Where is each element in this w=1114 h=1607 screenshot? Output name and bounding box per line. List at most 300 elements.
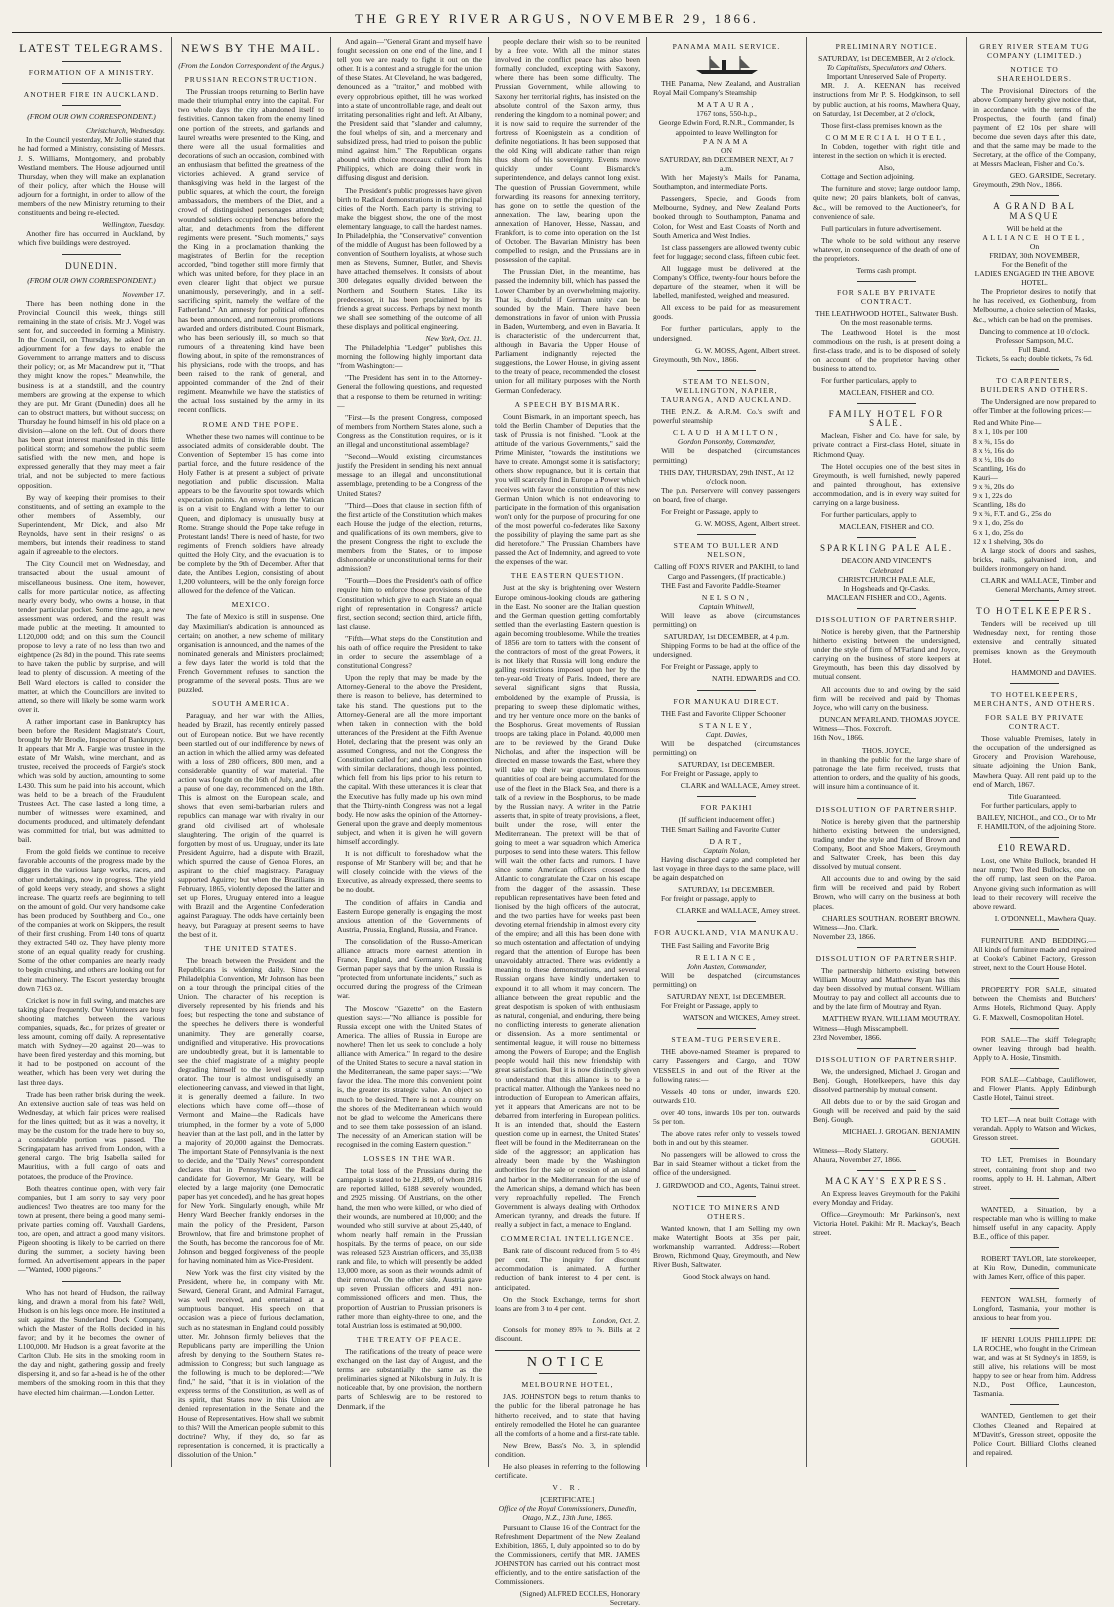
price-item: Kauri— — [973, 472, 998, 482]
ship-commander: Captain Nolan, — [703, 845, 750, 855]
ad-title: PANAMA MAIL SERVICE. — [672, 42, 781, 51]
ad-text: For Freight or Passage, apply to — [661, 507, 759, 517]
ad-date: SATURDAY, 1st DECEMBER, At 2 o'clock. — [818, 54, 955, 64]
ad-text: For Freight or Passage, apply to — [661, 1001, 759, 1011]
subheading: ROME AND THE POPE. — [202, 419, 300, 429]
heading-dunedin: DUNEDIN. — [65, 260, 118, 271]
divider — [857, 403, 916, 404]
subheading: PRUSSIAN RECONSTRUCTION. — [184, 75, 318, 85]
ad-text: All excess to be paid for as measurement goods. — [653, 303, 800, 322]
ad-pakihi — [653, 803, 800, 915]
ad-text: The Hotel occupies one of the best sites in Greymouth, is well furnished, newly papered and painted throughout, has extensive accommodation, and is in every way suited for carrying on a large business. — [813, 461, 960, 508]
ad-text: THE Fast and Favorite Clipper Schooner — [661, 708, 786, 718]
ad-text: In Cobden, together with right title and interest in the section on which it is erected. — [813, 141, 960, 161]
article-paragraph: Trade has been rather brisk during the week. An extensive auction sale of teas was held on Wednesday, at which fair prices were realised for the lines quitted; but as it was a novelty, it may be the custom for the trade here to buy so, a considerable portion was passed. The Scringapatam has arrived from London, with a general cargo. The brig Isabella sailed for Mauritius, with a full cargo of oats and potatoes, the produce of the Province. — [18, 1089, 165, 1181]
ad-subtitle: Calling off FOX'S RIVER and PAKIHI, to land Cargo and Passengers, (If practicable.) — [654, 562, 799, 581]
classified-ad: IF HENRI LOUIS PHILLIPPE DE LA ROCHE, who fought in the Crimean war, and was at St Sydney's in 1859, is still alive, his relations will be most happy to see or hear from him. Address N.D., Post Office, Launceston, Tasmania. — [973, 1334, 1096, 1399]
ad-text: The Provisional Directors of the above Company hereby give notice that, in accordance with the terms of the Prospectus, the fourth (and final) payment of £2 10s per share will become due seven days after this date, and that the same may be made to the Secretary, at the office of the Company, at Messrs Maclean, Fisher and Co.'s. — [973, 86, 1096, 169]
article-paragraph: From the gold fields we continue to receive favorable accounts of the progress made by the diggers in the various large works, races, and other undertakings, now in progress. The yield of gold keeps very steady, and shows a slight increase. The quartz reefs are beginning to tell on the amount of gold. Our very handsome cake has been produced by Southberg and Co., one of the companies at work on Skippers, the result of their first crushing. From 140 tons of quartz they extracted 540 oz. They have plenty more stone of an equal quality ready for crushing. Some of the other companies are nearly ready to begin crushing, and others are looking out for their machinery. The Escort yesterday brought down 7163 oz. — [18, 847, 165, 993]
source-note: (From the London Correspondent of the Argus.) — [178, 61, 324, 70]
ad-mackays-express — [813, 1177, 960, 1238]
royal-cipher: V. R. — [552, 1483, 583, 1493]
ad-witness: Witness—Hugh Misscampbell. — [813, 1023, 909, 1033]
ad-text: Will be despatched (circumstances permitting) — [653, 446, 800, 465]
correspondent-note: (FROM OUR OWN CORRESPONDENT.) — [27, 112, 156, 122]
notice-title: NOTICE — [526, 1355, 609, 1371]
ad-text: For the Benefit of the — [1001, 259, 1068, 269]
ad-text: Lost, one White Bullock, branded H near rump; Two Red Bullocks, one on the off rump, last seen on the Paroa. Anyone giving such information as will lead to their recovery will receive the above reward. — [973, 856, 1096, 911]
article-paragraph: It is not difficult to foreshadow what the response of Mr Stanbery will be; and that he will closely coincide with the views of the Executive, as already expressed, there seems to be no doubt. — [337, 849, 482, 895]
classified-ad: PROPERTY FOR SALE, situated between the Chemists and Butchers' Arms Hotels, Richmond Quay. Apply G. F. Maxwell, Cosmopolitan Hotel. — [973, 985, 1096, 1022]
ship-name: MATAURA, — [697, 100, 756, 110]
sailing-date: SATURDAY NEXT, 1st DECEMBER. — [667, 991, 786, 1001]
article-paragraph: A rather important case in Bankruptcy has been before the Resident Magistrate's Court, brought by Mr Brodie, Inspector of Bankruptcy. It appears that Mr A. Fargie was trustee in the estate of Mr Walsh, wine merchant, and as trustee, received the proceeds of Fargie's stock which was sold by auction, amounting to some L430. This sum he paid into his account, which was held to be a breach of the Fraudulent Trustees Act. The case lasted a long time, a number of witnesses were examined, and documents produced, and ultimately defendant was committed for trial, but was admitted to bail. — [18, 716, 165, 845]
ad-title: FOR SALE BY PRIVATE CONTRACT. — [837, 288, 936, 307]
certificate-label: [CERTIFICATE.] — [540, 1495, 595, 1505]
ad-dissolution-2 — [813, 805, 960, 941]
article-paragraph: Whether these two names will continue to be associated admits of considerable doubt. The Convention of September 15 has come into partial force, and the future residence of the Holy Father is at present a subject of private negotiation and public discussion. Malta appears to be the favourite spot towards which expectation points. An envoy from the Vatican is on a visit to England with a letter to our Queen, and diplomacy is unusually busy at Rome. Strange should the Pope take refuge in Protestant lands! There is need of haste, for two regiments of French soldiers have already quitted the Holy City, and the evacuation is to be complete by the 9th of December. After that date, the Antibes Legion, consisting of about 1,200 volunteers, will be the only foreign force allowed for the defence of the Vatican. — [178, 431, 324, 596]
column-5 — [646, 37, 806, 1467]
ad-subtitle: (If sufficient inducement offer.) — [678, 815, 775, 825]
ad-text: Celebrated — [869, 565, 904, 575]
heading-news-by-mail: NEWS BY THE MAIL. — [181, 41, 321, 55]
ad-text: Notice is hereby given, that the Partnership hitherto existing between the undersigned, under the style of firm of M'Farland and Joyce, carrying on the business of store keepers at Greymouth, has been this day dissolved by mutual consent. — [813, 626, 960, 682]
divider — [1010, 1247, 1059, 1248]
ad-text: The Proprietor desires to notify that he has received, ex Gothenburg, from Melbourne, a choice selection of Masks, &c., which can be had on the premises. — [973, 287, 1096, 324]
ad-text: For further particulars, apply to the undersigned. — [653, 324, 800, 343]
ad-text: THE Smart Sailing and Favorite Cutter — [661, 824, 781, 834]
classified-ad: WANTED, a Situation, by a respectable man who is willing to make himself useful in any capacity. Apply B.E., office of this paper. — [973, 1204, 1096, 1242]
classified-ad: TO LET, Premises in Boundary street, containing front shop and two rooms, apply to H. H. Lahman, Albert street. — [973, 1155, 1096, 1192]
article-paragraph: Both theatres continue open, with very fair companies, but I am sorry to say very poor audiences! Two theatres are too many for the town at present, there being a good many semi-private parties coming off. Vauxhall Gardens, too, are open, and attract a good many visitors. Pigeon shooting is likely to be carried on there during the summer, a society having been formed. An advertisement appears in the paper—"Wanted, 1000 pigeons." — [18, 1183, 165, 1275]
ship-commander: Captain Whitwell, — [698, 601, 755, 611]
ad-signature: GEO. GARSIDE, Secretary. — [1009, 171, 1096, 181]
ad-title: DISSOLUTION OF PARTNERSHIP. — [815, 614, 958, 624]
ad-title: GREY RIVER STEAM TUG COMPANY (LIMITED.) — [979, 42, 1090, 61]
article-paragraph: In the Council yesterday, Mr Jollie stated that he had formed a Ministry, consisting of Messrs. J. S. Williams, Montgomery, and probably Westland members. The House adjourned until Thursday, when they will make an explanation of their policy, after which the House will adjourn for a fortnight, in order to allow of the members of the new Ministry returning to their constituents and being re-elected. — [18, 135, 165, 218]
article-paragraph: The President's public progresses have given birth to Radical demonstrations in the principal cities of the North. Each party is striving to make the biggest show, the one of the most elementary language, to call the hardest names. In Philadelphia, the "Conservative" convention of the middle of August has been followed by a convention of Southern loyalists, at whose such men as Stevens, Sumner, Butler, and Shevis have attached themselves. It consists of about 300 delegates equally divided between the Northern and Southern States. Like its predecessor, it has been proclaimed by its friends a great success. Perhaps by next month we shall see something of the outcome of all these displays and political engineering. — [337, 185, 482, 331]
ad-title: TO HOTELKEEPERS, MERCHANTS, AND OTHERS. — [973, 689, 1096, 708]
dateline: London, Oct. 2. — [592, 1315, 640, 1325]
ship-commander: George Edwin Ford, R.N.R., Commander, Is appointed to leave Wellington for — [658, 118, 795, 137]
masthead-title: THE GREY RIVER ARGUS, NOVEMBER 29, 1866. — [355, 11, 759, 26]
ad-terms: Terms cash prompt. — [856, 266, 917, 276]
ad-text: The Undersigned are now prepared to offer Timber at the following prices:— — [973, 397, 1096, 416]
ad-signature: CLARK and WALLACE, Timber and General Merchants, Arney street. — [980, 575, 1096, 595]
ad-text: The whole to be sold without any reserve whatever, in consequence of the death of one of the proprietors. — [813, 235, 960, 263]
ad-text: Having discharged cargo and completed her last voyage in three days to the same place, will be again despatched on — [653, 854, 800, 883]
ad-title: STEAM TO BULLER AND NELSON, — [673, 541, 780, 560]
divider — [1010, 1328, 1059, 1329]
sailing-date: SATURDAY, 1st DECEMBER. — [678, 760, 775, 770]
ad-text: Tickets, 5s each; double tickets, 7s 6d. — [976, 353, 1093, 363]
price-item: Scantling, 16s do — [973, 463, 1026, 473]
article-paragraph: The Philadelphia "Ledger" publishes this morning the following highly important data "from Washington:— — [337, 343, 482, 371]
classified-ad: FOR SALE—Cabbage, Cauliflower, and Flower Plants. Apply Edinburgh Castle Hotel, Tainui street. — [973, 1074, 1096, 1103]
column-4 — [488, 37, 646, 1607]
price-item: Scantling, 18s do — [973, 500, 1026, 510]
ad-signature: THOS. JOYCE, — [861, 746, 912, 756]
notice-subtitle: MELBOURNE HOTEL, — [521, 1380, 614, 1390]
article-paragraph: "Fourth—Does the President's oath of office require him to enforce those provisions of the Constitution which give to each State an equal right of representation in Congress? article first, section second; section third, article fifth, last clause. — [337, 576, 482, 631]
ad-witness: Witness—Jno. Clark. — [813, 922, 878, 932]
ad-signature: HAMMOND and DAVIES. — [1011, 667, 1096, 677]
article-paragraph: The City Council met on Wednesday, and transacted about the usual amount of miscellaneous business. One item, however, calls for more particular notice, as affecting nearly every body, who owns a house, in that tender particular pocket. Some time ago, a new assessment was ordered, and the result was made public at the meeting. It amounted to L120,000 odd; and on this sum the Council propose to levy a rate of no less than two and eightpence (2s 8d) in the pound. This rate seems to have taken the public by surprise, and will lead to plenty of discussion. A meeting of the Bell Ward electors is called to consider the matter, at which the Councillors are invited to attend, so there will likely be some warm work over it. — [18, 559, 165, 714]
article-paragraph: Cricket is now in full swing, and matches are taking place frequently. Our Volunteers are busy shooting matches between the various companies, squads, &c., for prizes of greater or less amount, coming off daily. A representative match with Sydney—20 against 20—was to have been fired yesterday and this morning, but it had to be postponed on account of the weather, which has been very wet during the last three days. — [18, 995, 165, 1087]
subheading: THE TREATY OF PEACE. — [357, 1334, 462, 1344]
ad-signature: J. GIRDWOOD and CO., Agents, Tainui street. — [655, 1180, 800, 1190]
ad-text: Full Band. — [1018, 344, 1051, 354]
ad-witness: Witness—Rody Slattery. — [813, 1145, 889, 1155]
ad-text: Will be held at the — [1006, 223, 1063, 233]
price-item: 8 x ½, 16s do — [973, 445, 1014, 455]
article-paragraph: The total loss of the Prussians during the campaign is stated to be 21,889, of whom 2816 are reported killed, 6188 severely wounded, and 2925 missing. Of Austrians, on the other hand, the men who were killed, or who died of their wounds, are numbered at 10,000; and the wounded who still survive at about 25,440, of whom nearly half remain in the Prussian hospitals. By the terms of peace, on our side was released 523 Austrian officers, and 35,038 rank and file, to which will presently be added 13,000 more, as soon as their wounds admit of their removal. On the other side, Austria gave up seven Prussian officers and 491 non-commissioned officers and men. Thus, the proportion of Austrian to Prussian prisoners is rather more than eighty-three to one, and the total Austrian loss is estimated at 90,000. — [337, 1166, 482, 1330]
ad-signature: DUNCAN M'FARLAND. THOMAS JOYCE. — [819, 714, 960, 724]
ad-title: STEAM-TUG PERSEVERE. — [671, 1035, 782, 1045]
ad-signature: G. W. MOSS, Agent, Albert street. — [694, 519, 800, 529]
article-paragraph: The consolidation of the Russo-American alliance attracts more earnest attention in France, England, and Germany. A leading German paper says that by the union Russia is "protected from unfortunate incidents," such as occurred during the progress of the Crimean war. — [337, 936, 482, 1001]
ad-signature: CHARLES SOUTHAN. ROBERT BROWN. — [822, 913, 960, 923]
sailing-date: SATURDAY, 8th DECEMBER NEXT, At 7 a.m. — [659, 154, 794, 173]
subheading: SOUTH AMERICA. — [212, 699, 290, 709]
columns — [12, 37, 1102, 1607]
ad-text: LADIES ENGAGED IN THE ABOVE HOTEL. — [974, 269, 1095, 288]
classified-ad: ROBERT TAYLOR, late storekeeper, at Kiu Row, Dunedin, communicate with James Kerr, office of this paper. — [973, 1254, 1096, 1282]
steamship-woodcut-icon — [653, 54, 800, 76]
ad-text: All accounts due to and owing by the said firm will be received and paid by Robert Brown, who will carry on the business at both places. — [813, 874, 960, 911]
divider — [1010, 683, 1059, 684]
ad-date: Ahaura, November 27, 1866. — [813, 1154, 902, 1164]
ad-text: For Freight or Passage, apply to — [661, 662, 759, 672]
ad-signature: I. O'DONNELL, Mawhera Quay. — [994, 913, 1096, 923]
ad-signature: WATSON and WICKES, Arney street. — [682, 1013, 800, 1023]
ad-private-contract — [813, 288, 960, 397]
ad-title: MACKAY'S EXPRESS. — [825, 1175, 948, 1186]
ad-text: Title Guaranteed. — [1008, 791, 1061, 801]
ad-subtitle: FOR SALE BY PRIVATE CONTRACT. — [985, 713, 1084, 732]
column-6 — [806, 37, 966, 1467]
subheading-fire: ANOTHER FIRE IN AUCKLAND. — [23, 90, 160, 100]
article-paragraph: By way of keeping their promises to their constituents, and of setting an example to the other members of Assembly, our Superintendent, Mr Dick, and also Mr Reynolds, have sent in their resigns' o as members, but intends their readiness to stand again if agreeable to the electors. — [18, 492, 165, 557]
ad-rate: over 40 tons, inwards 10s per ton. outwards 5s per ton. — [653, 1107, 800, 1126]
article-paragraph: "First—Is the present Congress, composed of members from Northern States alone, such a Congress as the Constitution requires, or is it an illegal and unconstitutional assemblage? — [337, 412, 482, 450]
price-item: 6 x 1, do, 25s do — [973, 527, 1024, 537]
ad-date: November 23, 1866. — [813, 931, 876, 941]
ad-joyce-thanks — [813, 746, 960, 791]
price-item: 9 x ¾, F.T. and G., 25s do — [973, 509, 1052, 519]
price-item: 8 x ½, 10s do — [973, 454, 1014, 464]
ad-title: SPARKLING PALE ALE. — [819, 543, 954, 554]
ad-title: TO CARPENTERS, BUILDERS AND OTHERS. — [980, 376, 1089, 395]
classified-ad: FURNITURE AND BEDDING.—All kinds of furniture made and repaired at Cooke's Cabinet Factory, Gresson street, next to the Court House Hotel. — [973, 935, 1096, 973]
sailing-date: SATURDAY, 1st DECEMBER, at 4 p.m. — [663, 632, 790, 642]
article-paragraph: "Third—Does that clause in section fifth of the first article of the Constitution which makes each House the judge of the election, returns, and qualifications of its own members, give to the present Congress the right to exclude the members from the States, or to impose dishonorable or unconstitutional terms for their admission? — [337, 500, 482, 574]
ad-on: On the most reasonable terms. — [840, 318, 933, 328]
ad-title: FOR AUCKLAND, VIA MANUKAU. — [653, 928, 800, 938]
article-paragraph: New York was the first city visited by the President, where he, in company with Mr. Seward, General Grant, and Admiral Farragut, was well received, and entertained at a sumptuous banquet. His speech on that occasion was a piece of furious declamation, such as no statesman in England could possibly utter. Mr. Johnson firmly believes that the Republicans party are imperilling the Union afresh by denying to the Southern States re-admission to Congress; but such language as the following is much to be deplored:—"We find," he said, "that it is in violation of the express terms of the Constitution, as well as of its spirit, that States now in this Union are denied representation in the Senate and the House of Representatives. How shall we submit to this? Will the American people submit to this doctrine? Why, if they do, so far as representation is concerned, it is practically a dissolution of the Union." — [178, 1268, 324, 1459]
ad-text: Will be despatched (circumstances permitting) on — [653, 738, 800, 757]
ad-text: Will leave as above (circumstances permitting) on — [653, 610, 800, 629]
ad-text: THE above-named Steamer is prepared to carry Passengers and Cargo, and TOW VESSELS in and out of the River at the following rates:— — [653, 1047, 800, 1084]
ad-text: The partnership hitherto existing between William Moutray and Matthew Ryan has this day been dissolved by mutual consent. William Moutray to pay and collect all accounts due to and by the late firm of Moutray and Ryan. — [813, 965, 960, 1012]
ad-text: DEACON AND VINCENT'S — [841, 556, 932, 566]
hotel-name: ALLIANCE HOTEL, — [982, 232, 1087, 242]
ad-steam-nelson — [653, 377, 800, 528]
divider — [697, 796, 756, 797]
article-paragraph: There has been nothing done in the Provincial Council this week, things still remaining in the state of crisis. Mr J. Vogel was sent for, and succeeded in forming a Ministry. In the Council, on Thursday, he asked for an adjournment for a few days to enable the Government to arrange matters and to discuss their policy; or, as Mr Macandrew put it, "That they might know the ropes." Meanwhile, the business is at a standstill, and the country members are growing at the expense to which they are put. Mr Grant (Dunedin) does all he can to obstruct matters, but without success; on Thursday he found himself in his old place on a division—alone on the left. Out of doors there has been great interest manifested in this little political storm; and somehow the public seem satisfied with the new men, and hope is expressed generally that they may meet a fair trial, and not be subjected to mere factious opposition. — [18, 298, 165, 490]
ad-family-hotel — [813, 410, 960, 531]
ad-text: MR. J. A. KEENAN has received instructions from Mr P. S. Hodgkinson, to sell by public auction, at his rooms, Mawhera Quay, on Saturday, 1st December, at 2 o'clock, — [813, 81, 960, 118]
ad-dissolution-1 — [813, 615, 960, 742]
ad-text: THE P.N.Z. & A.R.M. Co.'s swift and powerful steamship — [653, 407, 800, 426]
ad-text: For further particulars, apply to — [821, 510, 917, 520]
ad-text: An Express leaves Greymouth for the Pakihi every Monday and Friday. — [813, 1188, 960, 1207]
ad-signature: BAILEY, NICHOL, and CO., Or to Mr F. HAMILTON, of the adjoining Store. — [976, 812, 1096, 832]
divider — [1010, 1148, 1059, 1149]
subheading: A SPEECH BY BISMARK. — [514, 399, 621, 409]
ad-witness: Witness—Thos. Foxcroft. — [813, 723, 892, 733]
article-paragraph: The breach between the President and the Republicans is widening daily. Since the Philadelphia Convention, Mr Johnson has been on a tour through the principal cities of the Union. The character of his reception is diversely represented by his friends and his foes; but respecting the tone and substance of the speeches he delivers there is wonderful unanimity. They are generally coarse, undignified and vituperative. His provocations are undoubtedly great, but it is lamentable to see the chief magistrate of a mighty people degrading himself to the level of a stump orator. The tour is almost undisguisedly an electioneering canvass, and viewed in that light, it is generally deemed a failure. In two elections which have come off—those of Vermont and Maine—the Radicals have triumphed, in the former by a vote of 5,000 heavier than at the last poll, and in the latter by a majority of 20,000 against the Democrats. The important State of Pennsylvania is the next to decide, and the "Daily News" correspondent declares that in Pennsylvania the Radical candidate for Governor, Mr Geary, will be elected by a large majority (one Democratic paper has yet conceded), and he has great hopes for New York. Singularly enough, while Mr Henry Ward Beecher frankly endorses in the main the policy of the President, Parson Brownlow, that fire and brimstone prophet of the South, has become the rancorous foe of Mr. Johnson and begged forgiveness of the people for having nominated him as Vice-President. — [178, 955, 324, 1265]
ad-text: 1st class passengers are allowed twenty cubic feet for luggage; second class, fifteen cubic feet. — [653, 242, 800, 261]
article-paragraph: Paraguay, and her war with the Allies, headed by Brazil, has recently entirely passed out of European notice. But we have recently been startled out of our indifference by news of an action in which the allied army was defeated with a loss of 280 officers, 800 men, and a considerable quantity of war material. The action was fought on the 16th of July, and, after a pause of one day, recommenced on the 18th. This is almost on the European scale, and shows that even semi-barbarian rulers and republics can manage war with rivalry in our grand old civilised art of wholesale slaughtering. The origin of the quarrel is forgotten by most of us. Uruguay, under its late President Aguirre, had a dispute with Brazil, which spurred the cause of Genoa Flores, an aspirant to the chief magistracy. Paraguay supported Aguirre; but when the Brazilians in February, 1865, violently deposed the latter and set up Flores, Uruguay entered into a league with Brazil and the Argentine Confederation against Paraguay. The odds have certainly been heavy, but Paraguay at present seems to have the best of it. — [178, 711, 324, 939]
hotel-name: COMMERCIAL HOTEL, — [825, 132, 948, 142]
classified-ad: FOR SALE—The skiff Telegraph; owner leaving through bad health. Apply to A. Hosie, Tinsmith. — [973, 1034, 1096, 1062]
divider — [857, 947, 916, 948]
article-paragraph: Another fire has occurred in Auckland, by which five buildings were destroyed. — [18, 229, 165, 248]
ad-notice-miners — [653, 1203, 800, 1282]
price-item: 12 x 1 shelving, 30s do — [973, 536, 1044, 546]
ad-auckland — [653, 928, 800, 1022]
classified-ad: WANTED, Gentlemen to get their Clothes Cleaned and Repaired at M'Davitt's, Gresson street, opposite the Police Court. Billiard Cloths cleaned and repaired. — [973, 1411, 1096, 1457]
ship-commander: John Austen, Commander, — [686, 961, 767, 971]
subheading: COMMERCIAL INTELLIGENCE. — [500, 1234, 635, 1244]
ad-hotelkeepers-merchants — [973, 690, 1096, 831]
destination: PANAMA — [702, 136, 751, 146]
article-paragraph: The Moscow "Gazette" on the Eastern question says:—"No alliance is possible for Russia except one with the United States of America. The allies of Russia in Europe are nowhere! Then let us seek to conclude a holy alliance with America." In regard to the desire of the United States to secure a naval station in the Mediterranean, the same paper says:—"We favor the idea. The more this convenient point is, the greater its strategic value. An object so much to be desired. There is not a country on the shores of the Mediterranean which would not be glad to welcome the Americans there and to see them take possession of an island. The necessity of an American station will be recognised in the coming Eastern question." — [337, 1003, 482, 1149]
dateline: November 17. — [122, 289, 165, 299]
divider — [62, 254, 121, 255]
ad-text: Maclean, Fisher and Co. have for sale, by private contract a First-class Hotel, situate in Richmond Quay. — [813, 431, 960, 459]
ad-date: 23rd November, 1866. — [813, 1032, 882, 1042]
ad-on: On — [1029, 241, 1040, 251]
article-paragraph: Who has not heard of Hudson, the railway king, and drawn a moral from his fate? Well, Hudson is on his legs once more. He instituted a suit against the Sunderland Dock Company, which the Master of the Rolls decided in his favor; and by it he becomes the owner of L100,000. Mr Hudson is a great favorite at the Carlton Club. He sits in the smoking room in the day and night, gathering gossip and freely dispersing it, and so far a-head is he of the other members of the smoking room in this that they have elected him chairman.—London Letter. — [18, 1287, 165, 1397]
ad-text: Passengers, Specie, and Goods from Melbourne, Sydney, and New Zealand Ports booked through to Southampton, Panama and Colon, for West and East Coasts of North and South America and West Indies. — [653, 194, 800, 240]
ad-subtitle: Important Unreserved Sale of Property. — [826, 72, 947, 82]
ad-text: Those valuable Premises, lately in the occupation of the undersigned as Grocery and Provision Warehouse, situate adjoining the Union Bank, Mawhera Quay. All rent paid up to the end of March, 1867. — [973, 734, 1096, 789]
masthead — [12, 6, 1102, 33]
hotel-name: THE LEATHWOOD HOTEL, Saltwater Bush. — [815, 309, 958, 319]
ad-text: In Hogsheads and Qr-Casks. — [843, 583, 930, 593]
ad-text: Tenders will be received up till Wednesday next, for renting those extensive and centrally situated premises known as the Greymouth Hotel. — [973, 619, 1096, 665]
ad-text: THE Panama, New Zealand, and Australian Royal Mail Company's Steamship — [653, 79, 800, 98]
subheading: LOSSES IN THE WAR. — [363, 1154, 456, 1164]
ad-title: FAMILY HOTEL FOR SALE. — [828, 409, 945, 429]
ad-rate: Vessels 40 tons or under, inwards £20. outwards £10. — [653, 1086, 800, 1105]
ad-title: FOR PAKIHI — [700, 803, 753, 813]
ad-timber — [973, 376, 1096, 594]
subheading-ministry: FORMATION OF A MINISTRY. — [28, 68, 155, 77]
ad-title: FOR MANUKAU DIRECT. — [673, 696, 780, 706]
ad-title: £10 REWARD. — [997, 843, 1072, 855]
article-paragraph: The fate of Mexico is still in suspense. One day Maximilian's abdication is announced as certain; on another, a new scheme of military organisation is announced, and the names of the nominated generals and Ministers proclaimed; a few days later the world is told that the French Government refuses to sanction the programme of the several posts. Thus are we puzzled. — [178, 612, 324, 695]
divider — [62, 83, 121, 84]
divider — [857, 537, 916, 538]
ship-commander: Capt. Davies, — [705, 729, 748, 739]
ad-date: Greymouth, 9th Nov., 1866. — [653, 354, 739, 364]
divider — [1010, 1108, 1059, 1109]
divider — [539, 1373, 597, 1374]
certificate-signature: (Signed) ALFRED ECCLES, Honorary Secretary. — [519, 1589, 640, 1607]
ad-panama-mail — [653, 42, 800, 364]
divider — [1010, 1198, 1059, 1199]
divider — [1010, 1404, 1059, 1405]
divider — [697, 1196, 756, 1197]
ad-title: A GRAND BAL MASQUE — [993, 201, 1076, 221]
price-item: 9 x 1, 22s do — [973, 491, 1013, 501]
divider — [857, 1170, 916, 1171]
ad-text: Notice is hereby given that the partnership hitherto existing between the undersigned, trading under the style and firm of Brown and Company, Boot and Shoe Makers, Greymouth and Saltwater Creek, has been this day dissolved by mutual consent. — [813, 816, 960, 872]
ad-signature: CLARKE and WALLACE, Arney street. — [676, 906, 800, 916]
ad-steam-tug-company — [973, 42, 1096, 189]
column-1 — [12, 37, 171, 1467]
ad-title: TO HOTELKEEPERS. — [976, 606, 1093, 617]
divider — [1010, 195, 1059, 196]
ad-text: THE Fast Sailing and Favorite Brig — [661, 940, 770, 950]
article-paragraph: And again—"General Grant and myself have fought secession on one end of the line, and I tell you we are ready to fight it out on the other. It is a contest and a struggle for the union of these States. At Cleveland, he was badgered, denounced as a "traitor," and mobbed with every opprobrious epithet, till he was worked into a state of uncontrollable rage, and dealt out irritating personalities right and left. At Albany, the President said that "slander and calumny, the foul whelps of sin, and a mercenary and subsidized press, had tried to poison the public mind against him." The Republican organs abound with choice morceaux culled from his Philippics, which are doing their work in diffusing disgust and derision. — [337, 37, 482, 183]
ad-subtitle: NOTICE TO SHAREHOLDERS. — [997, 65, 1072, 84]
divider — [1010, 369, 1059, 370]
ad-text: For freight or passage, apply to — [661, 894, 756, 904]
divider — [1010, 1288, 1059, 1289]
article-paragraph: The Prussian Diet, in the meantime, has passed the indemnity bill, which has passed the Lower Chamber by an overwhelming majority. That is, doubtful if German unity can be sounded by the Main. There have been demonstrations in favor of union with Prussia in Baden, Wurtemberg, and even in Bavaria. It is characteristic of the undercurrent that, although in Bavaria the Upper House of Parliament indignantly rejected the suggestions, the Lower House, in giving assent to the treaty of peace, recommended the closest union for all military purposes with the North German Confederacy. — [495, 267, 640, 395]
divider — [1010, 929, 1059, 930]
ad-signature: MATTHEW RYAN. WILLIAM MOUTRAY. — [822, 1014, 960, 1024]
ad-text: The furniture and stove; large outdoor lamp, quite new; 20 pairs blankets, bolt of canvas, &c., will be removed to the Auctioneer's, for convenience of sale. — [813, 184, 960, 221]
ad-text: A large stock of doors and sashes, bricks, nails, galvanised iron, and builders ironmongery on hand. — [973, 545, 1096, 573]
ad-text: Professor Sampson, M.C. — [995, 335, 1074, 345]
classified-ad: TO LET—A neat built Cottage with verandah. Apply to Watson and Wickes, Gresson street. — [973, 1115, 1096, 1143]
divider — [697, 370, 756, 371]
ad-text: Full particulars in future advertisement. — [821, 223, 942, 233]
subheading: MEXICO. — [231, 600, 271, 610]
ad-on: ON — [721, 145, 732, 155]
ad-signature: NATH. EDWARDS and CO. — [712, 674, 800, 684]
event-date: FRIDAY, 30th NOVEMBER, — [989, 250, 1080, 260]
ad-title: STEAM TO NELSON, WELLINGTON, NAPIER, TAURANGA, AND AUCKLAND. — [661, 376, 792, 404]
article-paragraph: Consols for money 89⅞ to ⅞. Bills at 2 discount. — [495, 1324, 640, 1344]
ad-title: DISSOLUTION OF PARTNERSHIP. — [815, 804, 958, 814]
divider — [62, 61, 121, 62]
divider — [857, 1048, 916, 1049]
ad-text: All luggage must be delivered at the Company's Office, twenty-four hours before the departure of the steamer, when it will be labelled, manifested, weighed and measured. — [653, 263, 800, 301]
price-item: 9 x 1, do, 25s do — [973, 518, 1024, 528]
divider — [1010, 1028, 1059, 1029]
divider — [1010, 600, 1059, 601]
subheading: THE EASTERN QUESTION. — [510, 571, 625, 581]
article-paragraph: Count Bismark, in an important speech, has told the Berlin Chamber of Deputies that the task of Prussia is not finished. "Look at the attitude of the various Governments," said the Prime Minister, "towards the institutions we have to create. Amongst some it is satisfactory; others show repugnance, but it is certain that you will scarcely find in Europe a Power which receives with favor the constitution of this new German Union which is not endeavoring to participate in the formation of this organisation won't only for the purpose of procuring for one of the most powerful co-federates like Saxony the possibility of playing the same part as she did heretofore." The Prussian Chambers have passed the Act of Indemnity, and agreed to vote the expenses of the war. — [495, 411, 640, 567]
ad-steam-tug — [653, 1035, 800, 1189]
ad-text: Those first-class premises known as the — [821, 120, 942, 130]
divider — [697, 690, 756, 691]
ad-text: No passengers will be allowed to cross the Bar in said Steamer without a ticket from the office of the undersigned. — [653, 1150, 800, 1178]
ship-name: DART, — [709, 836, 744, 846]
article-paragraph: Upon the reply that may be made by the Attorney-General to the above the President, there is reason to believe, has determined to take his stand. The questions put to the Attorney-General are all the more important when taken in connection with the bold utterances of the President at the Fifth Avenue Hotel, declaring that the present was only an assumed Congress, and not the Congress the Constitution called for; and also, in connection with similar declarations, though less pointed, which fell from his lips prior to his return to the capital. With these utterances it is clear that the Executive has fully made up his own mind that the Thirty-ninth Congress was not a legal body. He now asks the opinion of the Attorney-General upon the grave and deeply momentous subject, and when it is given he will govern himself accordingly. — [337, 673, 482, 846]
divider — [1010, 978, 1059, 979]
ad-text: Good Stock always on hand. — [682, 1272, 771, 1282]
divider — [1010, 837, 1059, 838]
ad-text: All debts due to or by the said Grogan and Gough will be received and paid by the said Benj. Gough. — [813, 1097, 960, 1125]
classified-ad: FENTON WALSH, formerly of Longford, Tasmania, your mother is anxious to hear from you. — [973, 1294, 1096, 1322]
notice-paragraph: He also pleases in referring to the following certificate. — [495, 1461, 640, 1481]
certificate-office: Office of the Royal Commissioners, Dunedin, Otago, N.Z., 13th June, 1865. — [498, 1504, 637, 1523]
ship-name: NELSON, — [701, 592, 752, 602]
sailing-date: SATURDAY, 1st DECEMBER. — [678, 885, 775, 895]
ad-dissolution-3 — [813, 954, 960, 1042]
price-item: Red and White Pine— — [973, 418, 1042, 428]
ad-pale-ale — [813, 544, 960, 602]
ad-text: The Leathwood Hotel is the most commodious on the rush, is at present doing a first-class trade, and is to be disposed of solely on account of the proprietor having other business to attend to. — [813, 327, 960, 373]
ad-text: All accounts due to and owing by the said firm will be received and paid by Thomas Joyce, who will carry on the business. — [813, 684, 960, 712]
ad-signature: CLARK and WALLACE, Arney street. — [680, 781, 800, 791]
column-7 — [966, 37, 1102, 1467]
ad-text: THE Fast and Favorite Paddle-Steamer — [661, 580, 781, 590]
article-paragraph: "Second—Would existing circumstances justify the President in sending his next annual message to an illegal and unconstitutional assemblage, pretending to be a Congress of the United States? — [337, 452, 482, 498]
dateline: New York, Oct. 11. — [425, 334, 482, 343]
ad-text: The p.n. Perservere will convey passengers on board, free of charge. — [653, 485, 800, 504]
ad-reward — [973, 844, 1096, 923]
ad-signature: MACLEAN FISHER and CO., Agents. — [826, 592, 947, 602]
ad-text: in thanking the public for the large share of patronage the late firm received, trusts that attention to orders, and the quality of his goods, will insure him a continuance of it. — [813, 755, 960, 792]
divider — [697, 1028, 756, 1029]
price-item: 9 x ¾, 20s do — [973, 482, 1014, 492]
ad-text: Shipping Forms to be had at the office of the undersigned. — [653, 641, 800, 660]
article-paragraph: "The President has sent in to the Attorney-General the following questions, and requested that a response to them be returned in writing:— — [337, 373, 482, 410]
ad-signature: MICHAEL J. GROGAN. BENJAMIN GOUGH. — [842, 1127, 960, 1146]
dateline: Wellington, Tuesday. — [102, 220, 165, 230]
article-paragraph: Just at the sky is brightening over Western Europe ominous-looking clouds are gathering in the East. No sooner are the Italian question and the German question getting comfortably settled than the everlasting Eastern question is again becoming troublesome. While the treaties of 1856 are torn to tatters with the consent of the contractors of most of the great Powers, it is not likely that Russia will long endure the galling restrictions imposed upon her by the ten-year-old Treaty of Paris. Indeed, there are several significant signs that Russia, emboldened by the example of Prussia, is preparing to sweep these diplomatic withes, and try her venture once more on the banks of the Bosphorus. Great movements of Russian troops are taking place in Poland. 40,000 men are to be reviewed by the Grand Duke Nicholas, and after the inspection will be directed en masse towards the East, where they will take up their war quarters. Enormous quantities of coal are being accumulated for the use of the fleet in the Black Sea, and there is a talk of a review in the Bosphorus, to be made by the Russian navy. A writer in the Patrie asserts that, in spite of treaty provisions, a fleet, built under the rose, will enter the Mediterranean. The pretext will be that of going to meet a war squadron which America purposes to send into these waters. This fellow will wait the other facts and rumors. I have since some American officers crossed the Atlantic to congratulate the Czar on his escape from the dagger of the assassin. These republican representatives have been feted and lionised by the high officers of the autocrat, and the two parties have for weeks past been devoting eternal friendship in almost every city of the empire; and all this has been done with so much ostentation and affectation of undying regard that the attention of Europe has been unavoidably attracted. There was evidently a meaning to these demonstrations, and several Russian organs have kindly undertaken to expound it to all whom it may concern. The alliance between the great republic and the great despotism is spoken of with enthusiasm as natural, congenial, and enduring, there being no conflicting interests to generate alienation or dissension. As a more sentimental or sentimental league, it will rouse no bitterness among the Powers of Europe; and the English people would hail this new friendship with great satisfaction. But it is now distinctly given to understand that this alliance is to be a practical matter. Although the Yankees need no introduction of European to American affairs, yet it appears that Americans are not to be debarred from interfering in European politics. It is an intended that, should the Eastern question come up in earnest, the United States' fleet will be found in the Mediterranean on the side of the aggressor; an application has already been made by the Washington authorities for the sale or cession of an island and harbor in the Mediterranean for the use of the American ships, a demand which has been very reproachfully repelled. The French Government is always dealing with Orthodox American tyranny, and dreads the future. If really a subject in fact, a menace to England. — [495, 583, 640, 1229]
divider — [857, 281, 916, 282]
sailing-date: THIS DAY, THURSDAY, 29th INST., At 12 o'clock noon. — [659, 467, 794, 486]
ad-title: DISSOLUTION OF PARTNERSHIP. — [815, 1054, 958, 1064]
ad-dissolution-4 — [813, 1055, 960, 1164]
ad-text: Cottage and Section adjoining. — [821, 172, 915, 182]
divider — [62, 1281, 121, 1282]
ad-text: CHRISTCHURCH PALE ALE, — [838, 574, 935, 584]
ad-title: PRELIMINARY NOTICE. — [835, 42, 938, 51]
ad-text: Dancing to commence at 10 o'clock. — [979, 326, 1090, 336]
heading-latest-telegrams: LATEST TELEGRAMS. — [19, 41, 164, 55]
ad-preliminary-notice — [813, 42, 960, 275]
ad-text: For Freight or Passage, apply to — [661, 769, 759, 779]
article-paragraph: On the Stock Exchange, terms for short loans are from 3 to 4 per cent. — [495, 1294, 640, 1313]
ad-text: Office—Greymouth: Mr Parkinson's, next Victoria Hotel. Pakihi: Mr R. Mackay's, Beach street. — [813, 1210, 960, 1238]
ad-bal-masque — [973, 202, 1096, 363]
divider — [697, 534, 756, 535]
ad-signature: MACLEAN, FISHER and CO. — [839, 522, 934, 532]
divider — [1010, 1068, 1059, 1069]
ad-text: The above rates refer only to vessels towed both in and out by this steamer. — [653, 1129, 800, 1148]
ad-text: Will be despatched (circumstances permitting) on — [653, 970, 800, 989]
ship-commander: Gordon Ponsonby, Commander, — [677, 437, 776, 447]
divider — [495, 1350, 640, 1351]
certificate-text: Pursuant to Clause 16 of the Contract for the Refreshment Department of the New Zealand Exhibition, 1865, I, duly appointed so to do by the Commissioners, certify that MR. JAMES JOHNSTON has carried out his contract most efficiently, and to the entire satisfaction of the Commissioners. — [495, 1522, 640, 1587]
ship-name: CLAUD HAMILTON, — [672, 428, 781, 438]
divider — [62, 105, 121, 106]
ad-text: For further particulars, apply to — [821, 376, 917, 385]
correspondent-note: (FROM OUR OWN CORRESPONDENT.) — [27, 275, 156, 285]
ad-title: DISSOLUTION OF PARTNERSHIP. — [815, 953, 958, 963]
ship-tonnage: 1767 tons, 550-h.p., — [696, 109, 757, 119]
